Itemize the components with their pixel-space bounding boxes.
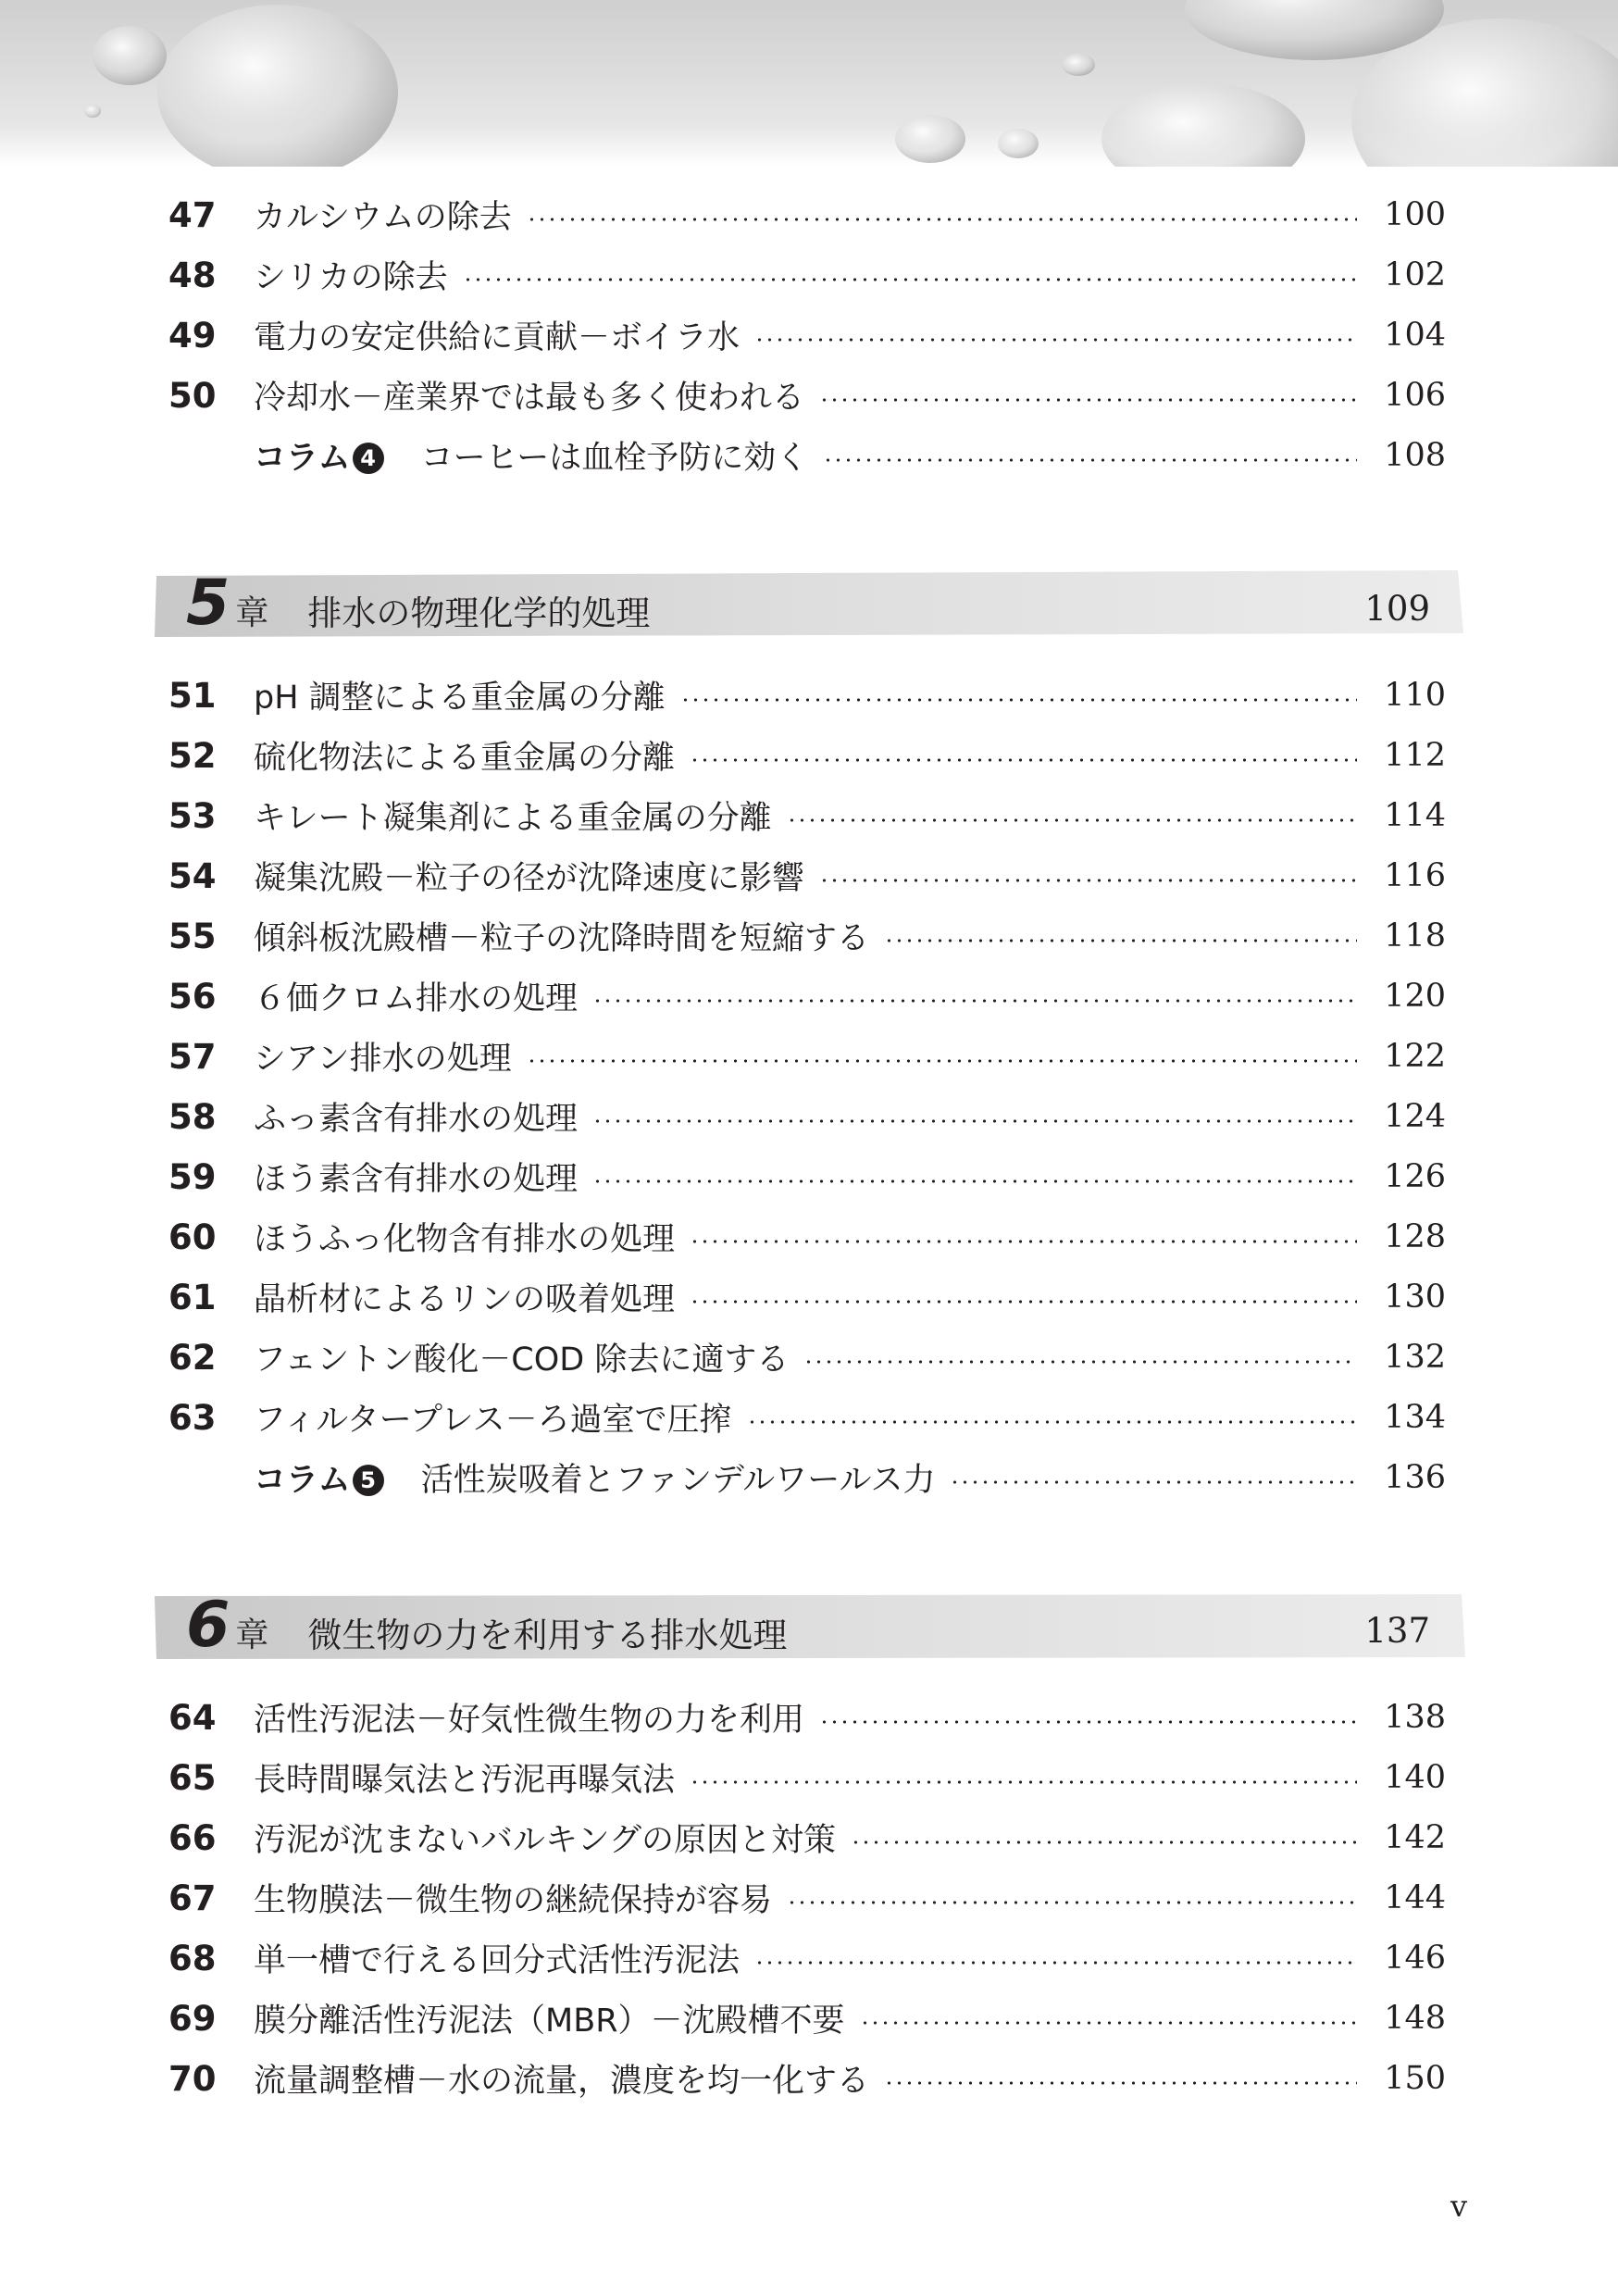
leader-dots (819, 878, 1357, 883)
entry-title: 汚泥が沈まないバルキングの原因と対策 (254, 1822, 836, 1859)
leader-dots (747, 1419, 1357, 1425)
leader-dots (787, 817, 1357, 823)
toc-entry-52[interactable] (168, 731, 1446, 780)
column-label (254, 432, 384, 479)
toc-entry-70[interactable] (168, 2054, 1446, 2103)
chapter-number: 5 (186, 567, 230, 640)
toc-entry-49[interactable] (168, 311, 1446, 359)
entry-title: ほう素含有排水の処理 (254, 1161, 579, 1198)
leader-dots (950, 1479, 1357, 1485)
chapter-title: 排水の物理化学的処理 (307, 593, 651, 633)
entry-page: 134 (1384, 1399, 1446, 1436)
entry-number: 63 (168, 1397, 217, 1438)
leader-dots (884, 938, 1357, 943)
entry-title: 生物膜法－微生物の継続保持が容易 (254, 1882, 773, 1919)
entry-number: 59 (168, 1156, 217, 1197)
entry-number: 54 (168, 855, 217, 896)
entry-title: カルシウムの除去 (254, 199, 512, 236)
entry-number: 49 (168, 315, 217, 356)
chapter-page: 109 (1364, 589, 1430, 629)
entry-number: 61 (168, 1277, 217, 1317)
entry-number: 64 (168, 1697, 217, 1738)
entry-title: pH 調整による重金属の分離 (254, 680, 666, 717)
entry-number: 48 (168, 255, 217, 295)
toc-entry-48[interactable] (168, 251, 1446, 299)
leader-dots (860, 2020, 1357, 2026)
entry-title: シリカの除去 (254, 259, 448, 296)
entry-page: 140 (1384, 1759, 1446, 1796)
entry-title: フェントン酸化－COD 除去に適する (254, 1341, 790, 1379)
leader-dots (463, 277, 1357, 282)
toc-entry-59[interactable] (168, 1153, 1446, 1201)
toc-entry-51[interactable] (168, 671, 1446, 719)
entry-number: 55 (168, 916, 217, 956)
entry-title: シアン排水の処理 (254, 1041, 512, 1078)
water-drop-banner (0, 0, 1618, 167)
leader-dots (851, 1840, 1357, 1845)
toc-entry-58[interactable] (168, 1092, 1446, 1141)
leader-dots (823, 457, 1357, 463)
toc-entry-55[interactable] (168, 912, 1446, 960)
toc-entry-57[interactable] (168, 1032, 1446, 1080)
entry-number: 52 (168, 735, 217, 776)
entry-number: 69 (168, 1998, 217, 2039)
entry-page: 146 (1384, 1940, 1446, 1977)
entry-number: 56 (168, 976, 217, 1017)
entry-page: 142 (1384, 1819, 1446, 1856)
chapter-6-header[interactable] (153, 1591, 1467, 1661)
entry-number: 51 (168, 675, 217, 716)
entry-page: 136 (1384, 1459, 1446, 1496)
entry-number: 70 (168, 2058, 217, 2099)
entry-page: 116 (1384, 857, 1446, 894)
chapter-suffix: 章 (235, 1616, 269, 1654)
entry-page: 150 (1384, 2060, 1446, 2097)
entry-title: 単一槽で行える回分式活性汚泥法 (254, 1942, 741, 1979)
entry-title: ほうふっ化物含有排水の処理 (254, 1221, 676, 1258)
entry-number: 53 (168, 795, 217, 836)
toc-entry-63[interactable] (168, 1393, 1446, 1441)
leader-dots (754, 337, 1357, 343)
leader-dots (690, 1299, 1357, 1304)
leader-dots (527, 1058, 1357, 1064)
entry-page: 112 (1384, 737, 1446, 774)
toc-entry-60[interactable] (168, 1213, 1446, 1261)
entry-number: 67 (168, 1878, 217, 1918)
entry-page: 128 (1384, 1218, 1446, 1255)
chapter-title: 微生物の力を利用する排水処理 (307, 1616, 788, 1655)
leader-dots (690, 757, 1357, 763)
entry-page: 118 (1384, 917, 1446, 955)
entry-title: ふっ素含有排水の処理 (254, 1101, 579, 1138)
column-label (254, 1454, 384, 1501)
entry-title: キレート凝集剤による重金属の分離 (254, 800, 772, 837)
entry-title: 凝集沈殿－粒子の径が沈降速度に影響 (254, 860, 805, 897)
toc-entry-47[interactable] (168, 191, 1446, 239)
entry-title: 晶析材によるリンの吸着処理 (254, 1281, 676, 1318)
entry-number: 60 (168, 1217, 217, 1257)
column-number-badge: 5 (353, 1465, 384, 1496)
entry-title: コーヒーは血栓予防に効く (420, 440, 809, 477)
entry-title: 硫化物法による重金属の分離 (254, 740, 676, 777)
entry-number: 50 (168, 375, 217, 416)
entry-page: 144 (1384, 1879, 1446, 1916)
leader-dots (819, 397, 1357, 403)
entry-title: 長時間曝気法と汚泥再曝気法 (254, 1762, 676, 1799)
entry-page: 106 (1384, 377, 1446, 414)
entry-number: 57 (168, 1036, 217, 1077)
toc-entry-68[interactable] (168, 1934, 1446, 1982)
entry-page: 124 (1384, 1098, 1446, 1135)
entry-page: 120 (1384, 978, 1446, 1015)
leader-dots (592, 1118, 1357, 1124)
chapter-5-header[interactable] (153, 568, 1467, 639)
chapter-page: 137 (1364, 1611, 1430, 1651)
entry-title: フィルタープレス－ろ過室で圧搾 (254, 1402, 732, 1439)
toc-entry-61[interactable] (168, 1273, 1446, 1321)
leader-dots (527, 217, 1357, 222)
entry-number: 47 (168, 194, 217, 235)
page-folio: v (1450, 2189, 1468, 2224)
entry-page: 148 (1384, 2000, 1446, 2037)
toc-entry-53[interactable] (168, 792, 1446, 840)
entry-number: 66 (168, 1817, 217, 1858)
chapter-suffix: 章 (235, 593, 269, 632)
leader-dots (690, 1779, 1357, 1785)
leader-dots (803, 1359, 1357, 1365)
leader-dots (680, 697, 1357, 703)
entry-page: 110 (1384, 677, 1446, 714)
toc-entry-66[interactable] (168, 1814, 1446, 1862)
toc-entry-56[interactable] (168, 972, 1446, 1020)
entry-page: 100 (1384, 196, 1446, 233)
leader-dots (884, 2080, 1357, 2086)
entry-title: 傾斜板沈殿槽－粒子の沈降時間を短縮する (254, 920, 870, 957)
toc-entry-54[interactable] (168, 852, 1446, 900)
entry-page: 130 (1384, 1279, 1446, 1316)
leader-dots (819, 1719, 1357, 1725)
entry-number: 62 (168, 1337, 217, 1378)
leader-dots (592, 998, 1357, 1004)
entry-page: 114 (1384, 797, 1446, 834)
toc-entry-64[interactable] (168, 1693, 1446, 1741)
entry-page: 138 (1384, 1699, 1446, 1736)
entry-number: 58 (168, 1096, 217, 1137)
toc-entry-50[interactable] (168, 371, 1446, 419)
entry-number: 68 (168, 1938, 217, 1978)
entry-title: 流量調整槽－水の流量，濃度を均一化する (254, 2063, 870, 2100)
leader-dots (754, 1960, 1357, 1965)
toc-entry-69[interactable] (168, 1994, 1446, 2042)
toc-entry-62[interactable] (168, 1333, 1446, 1381)
leader-dots (592, 1179, 1357, 1184)
entry-page: 132 (1384, 1339, 1446, 1376)
leader-dots (787, 1900, 1357, 1905)
entry-title: 活性炭吸着とファンデルワールス力 (420, 1462, 936, 1499)
entry-page: 126 (1384, 1158, 1446, 1195)
entry-page: 122 (1384, 1038, 1446, 1075)
column-label-text: コラム (254, 1462, 351, 1499)
column-number-badge: 4 (353, 443, 384, 474)
leader-dots (690, 1239, 1357, 1244)
entry-title: 活性汚泥法－好気性微生物の力を利用 (254, 1702, 805, 1739)
toc-column-4[interactable] (168, 431, 1446, 480)
entry-title: 冷却水－産業界では最も多く使われる (254, 380, 805, 417)
entry-title: 電力の安定供給に貢献－ボイラ水 (254, 319, 741, 356)
entry-number: 65 (168, 1757, 217, 1798)
toc-entry-65[interactable] (168, 1753, 1446, 1802)
entry-page: 108 (1384, 437, 1446, 474)
toc-entry-67[interactable] (168, 1874, 1446, 1922)
entry-page: 102 (1384, 256, 1446, 293)
entry-title: ６価クロム排水の処理 (254, 980, 579, 1017)
toc-column-5[interactable] (168, 1454, 1446, 1502)
column-label-text: コラム (254, 440, 351, 477)
chapter-number: 6 (186, 1589, 230, 1662)
entry-page: 104 (1384, 317, 1446, 354)
entry-title: 膜分離活性汚泥法（MBR）－沈殿槽不要 (254, 2003, 845, 2040)
